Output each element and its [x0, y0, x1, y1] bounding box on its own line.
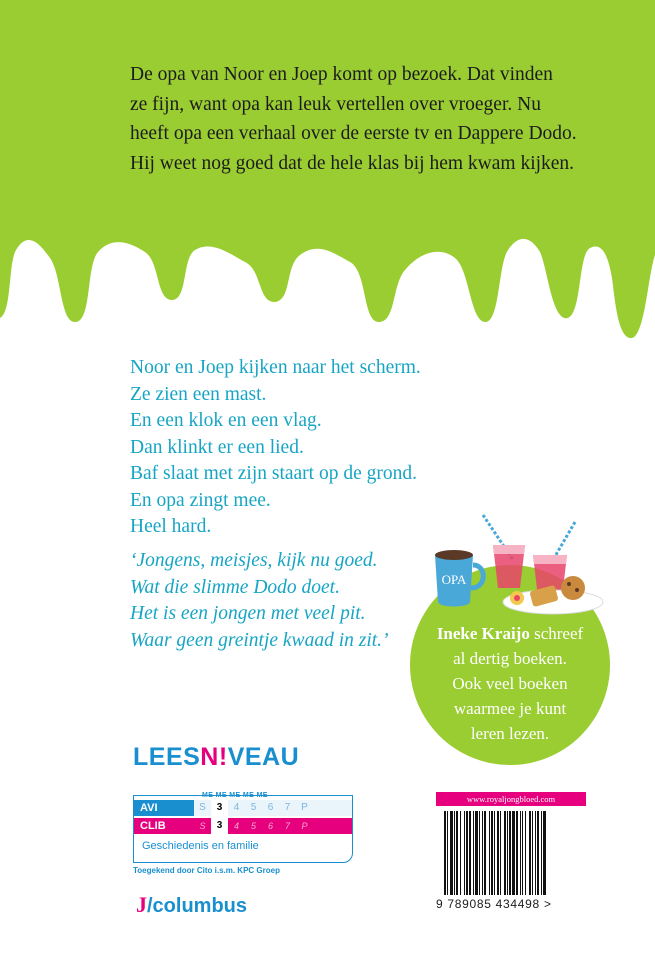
blurb-line: De opa van Noor en Joep komt op bezoek. Dat vinden [130, 64, 553, 85]
author-bio-text: leren lezen. [470, 724, 550, 743]
story-line: En opa zingt mee. [130, 489, 271, 511]
clib-label: CLIB [134, 818, 194, 834]
drink-glass-icon [483, 515, 525, 588]
logo-text: N! [200, 743, 228, 771]
story-line: En een klok en een vlag. [130, 410, 322, 431]
blurb-line: ze fijn, want opa kan leuk vertellen over vroeger. Nu [130, 93, 541, 115]
story-line: Dan klinkt er een lied. [130, 436, 304, 458]
blurb-line: Hij weet nog goed dat de hele klas bij hem kwam kijken. [130, 152, 575, 174]
clib-cells [194, 818, 352, 834]
author-bio-text: al dertig boeken. [453, 649, 567, 668]
avi-row [134, 800, 352, 816]
reading-level-table [133, 792, 353, 863]
level-cell: 6 [267, 802, 274, 813]
level-cell: 4 [233, 821, 239, 831]
isbn-number: 9 789085 434498 > [436, 897, 552, 911]
barcode-block [436, 792, 586, 916]
back-cover-blurb [130, 60, 650, 178]
mug-label: OPA [441, 572, 467, 587]
level-cell: 7 [284, 802, 291, 813]
level-cell: 5 [250, 821, 256, 831]
approval-note: Toegekend door Cito i.s.m. KPC Groep [133, 866, 280, 875]
author-bio-text: Ook veel boeken [452, 674, 568, 693]
level-cell: S [199, 802, 206, 813]
story-line: Ze zien een mast. [130, 383, 267, 405]
publisher-mark: J [136, 892, 147, 917]
level-cell: 3 [211, 800, 228, 816]
poem-line: ‘Jongens, meisjes, kijk nu goed. [130, 550, 378, 571]
poem-line: Het is een jongen met veel pit. [130, 603, 366, 624]
level-cell: 4 [233, 802, 240, 813]
story-line: Noor en Joep kijken naar het scherm. [130, 357, 421, 378]
level-cell: P [301, 802, 308, 813]
level-cell: 7 [284, 821, 290, 831]
barcode-icon [444, 811, 582, 895]
author-name: Ineke Kraijo [436, 624, 530, 643]
publisher-name: /columbus [147, 895, 248, 917]
me-labels: ME ME ME ME ME [202, 792, 268, 799]
logo-text: LEES [133, 743, 201, 771]
leesniveau-logo [133, 743, 299, 772]
level-cell: S [199, 821, 206, 831]
level-cell: 5 [250, 802, 257, 813]
blurb-line: heeft opa een verhaal over de eerste tv en Dappere Dodo. [130, 123, 577, 144]
level-cell: 6 [267, 821, 273, 831]
publisher-logo [136, 892, 247, 918]
snack-illustration [425, 510, 605, 620]
poem-line: Wat die slimme Dodo doet. [130, 576, 340, 598]
story-excerpt [130, 355, 421, 541]
mug-icon [435, 550, 483, 607]
level-cell: 3 [211, 818, 228, 834]
story-line: Heel hard. [130, 516, 212, 537]
avi-label: AVI [134, 800, 194, 816]
avi-cells [194, 800, 352, 816]
author-bio-text: schreef [529, 624, 584, 643]
level-cell: P [301, 821, 308, 831]
logo-text: VEAU [227, 743, 300, 771]
author-bio [410, 621, 610, 746]
poem-excerpt [130, 548, 389, 654]
author-bio-text: waarmee je kunt [453, 699, 567, 718]
publisher-url: www.royaljongbloed.com [436, 792, 586, 806]
theme-label: Geschiedenis en familie [142, 840, 259, 852]
story-line: Baf slaat met zijn staart op de grond. [130, 463, 417, 484]
clib-row [134, 818, 352, 834]
poem-line: Waar geen greintje kwaad in zit.’ [130, 629, 389, 651]
